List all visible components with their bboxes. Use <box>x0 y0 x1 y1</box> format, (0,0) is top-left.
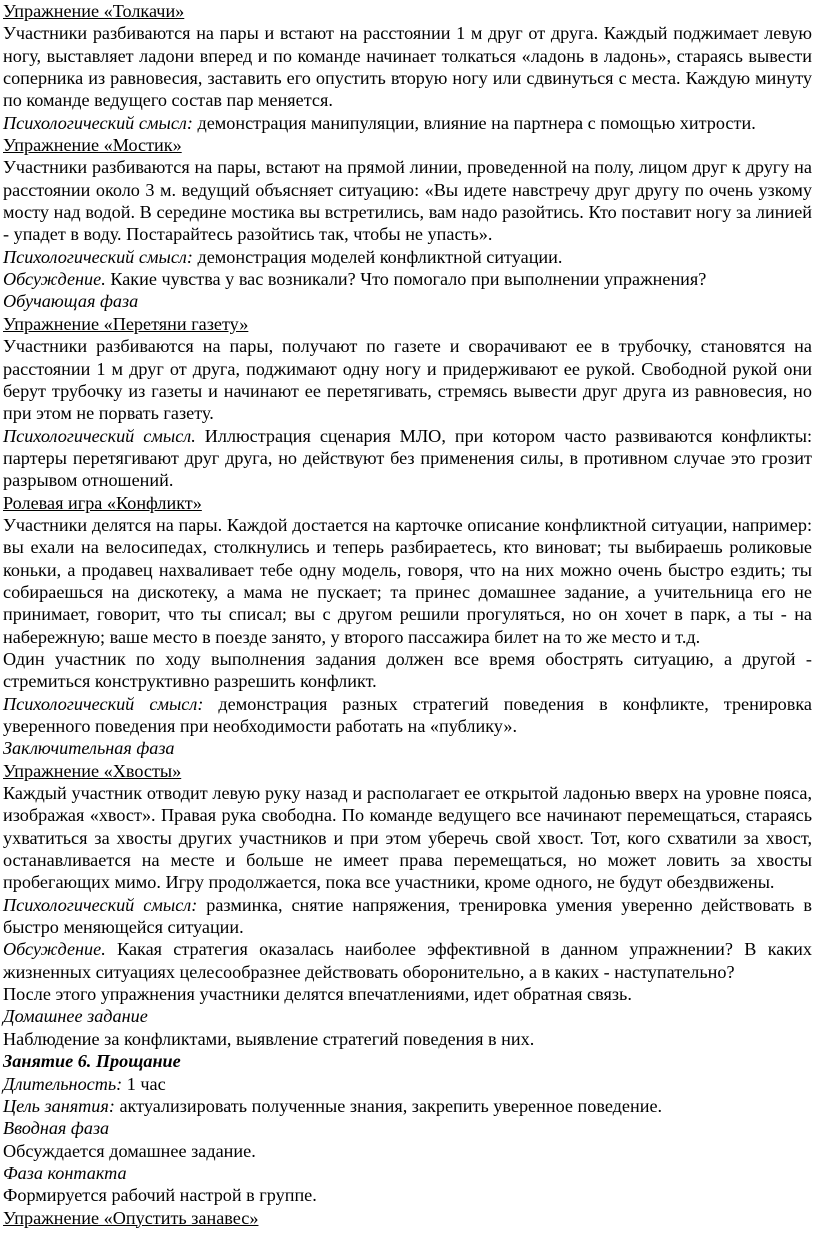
paragraph-label: Обсуждение. <box>3 939 106 960</box>
labeled-paragraph <box>3 938 812 983</box>
paragraph-text: демонстрация разных стратегий поведения в конфликте, тренировка уверенного поведения при необходимости работать на «публику». <box>3 693 812 736</box>
paragraph: Обсуждается домашнее задание. <box>3 1140 256 1161</box>
labeled-paragraph <box>3 693 812 738</box>
paragraph: Участники разбиваются на пары, встают на прямой линии, проведенной на полу, лицом друг к другу на расстоянии около 3 м. ведущий объясняет ситуацию: «Вы идете навстречу друг другу по очень узкому мосту над водой. В середине мостика вы встретились, вам надо разойтись. Кто поставит ногу за линией - упадет в воду. Постарайтесь разойтись так, чтобы не упасть». <box>3 157 812 245</box>
section-heading: Ролевая игра «Конфликт» <box>3 492 202 513</box>
paragraph: После этого упражнения участники делятся впечатлениями, идет обратная связь. <box>3 984 632 1005</box>
section-heading: Упражнение «Перетяни газету» <box>3 313 249 334</box>
section-heading: Упражнение «Мостик» <box>3 135 182 156</box>
labeled-paragraph <box>3 894 812 939</box>
paragraph-label: Психологический смысл: <box>3 693 204 714</box>
paragraph-label: Психологический смысл. <box>3 425 196 446</box>
phase-title: Обучающая фаза <box>3 291 139 312</box>
paragraph-text: разминка, снятие напряжения, тренировка умения уверенно действовать в быстро меняющейся ситуации. <box>3 894 812 938</box>
paragraph-label: Психологический смысл: <box>3 894 198 915</box>
labeled-paragraph <box>3 1073 812 1095</box>
paragraph-text: Иллюстрация сценария МЛО, при котором часто развиваются конфликты: партеры перетягивают друг друга, но действуют без применения силы, в противном случае это грозит разрывом отношений. <box>3 425 812 491</box>
paragraph: Участники делятся на пары. Каждой достается на карточке описание конфликтной ситуации, например: вы ехали на велосипедах, столкнулись и теперь разбираетесь, кто виноват; ты выбираешь роликовые коньки, а продавец нахваливает тебе одну модель, говоря, что на них можно очень быстро ездить; ты собираешься на дискотеку, а мама не пускает; та принес домашнее задание, а учительница его не принимает, говорит, что ты списал; вы с другом решили прогуляться, но он хочет в парк, а ты - на набережную; ваше место в поезде занято, у второго пассажира билет на то же место и т.д. <box>3 514 812 647</box>
paragraph: Участники разбиваются на пары, получают по газете и сворачивают ее в трубочку, становятся на расстоянии 1 м друг от друга, поджимают одну ногу и придерживают ее рукой. Свободной рукой они берут трубочку из газеты и начинают ее перетягивать, стремясь вывести друг друга из равновесия, но при этом не порвать газету. <box>3 336 812 424</box>
section-heading: Упражнение «Хвосты» <box>3 760 182 781</box>
labeled-paragraph <box>3 1095 812 1117</box>
lesson-title: Занятие 6. Прощание <box>3 1051 181 1072</box>
paragraph-label: Длительность: <box>3 1073 123 1094</box>
paragraph-label: Обсуждение. <box>3 269 106 290</box>
paragraph: Участники разбиваются на пары и встают на расстоянии 1 м друг от друга. Каждый поджимает левую ногу, выставляет ладони вперед и по команде начинает толкаться «ладонь в ладонь», стараясь вывести соперника из равновесия, заставить его опустить вторую ногу или сдвинуться с места. Каждую минуту по команде ведущего состав пар меняется. <box>3 23 812 111</box>
paragraph: Каждый участник отводит левую руку назад и располагает ее открытой ладонью вверх на уровне пояса, изображая «хвост». Правая рука свободна. По команде ведущего все начинают перемещаться, стараясь ухватиться за хвосты других участников и при этом уберечь свой хвост. Тот, кого схватили за хвост, останавливается на месте и больше не имеет права перемещаться, но может ловить за хвосты пробегающих мимо. Игру продолжается, пока все участники, кроме одного, не будут обездвижены. <box>3 783 812 893</box>
labeled-paragraph <box>3 112 812 134</box>
paragraph-label: Цель занятия: <box>3 1095 115 1116</box>
paragraph-text: актуализировать полученные знания, закрепить уверенное поведение. <box>114 1095 663 1116</box>
labeled-paragraph <box>3 246 812 268</box>
phase-title: Вводная фаза <box>3 1118 110 1139</box>
paragraph-text: 1 час <box>122 1073 166 1094</box>
paragraph-text: Какая стратегия оказалась наиболее эффективной в данном упражнении? В каких жизненных ситуациях целесообразнее действовать оборонительно, а в каких - наступательно? <box>3 939 812 982</box>
paragraph-label: Психологический смысл: <box>3 246 193 267</box>
paragraph: Наблюдение за конфликтами, выявление стратегий поведения в них. <box>3 1028 535 1049</box>
paragraph-text: демонстрация манипуляции, влияние на партнера с помощью хитрости. <box>192 112 756 133</box>
labeled-paragraph <box>3 268 812 290</box>
labeled-paragraph <box>3 425 812 492</box>
paragraph: Один участник по ходу выполнения задания должен все время обострять ситуацию, а другой - стремиться конструктивно разрешить конфликт. <box>3 648 812 692</box>
paragraph-label: Психологический смысл: <box>3 112 193 133</box>
section-heading: Упражнение «Толкачи» <box>3 1 185 21</box>
phase-title: Домашнее задание <box>3 1006 148 1027</box>
paragraph: Формируется рабочий настрой в группе. <box>3 1185 317 1206</box>
phase-title: Заключительная фаза <box>3 738 175 759</box>
section-heading: Упражнение «Опустить занавес» <box>3 1207 259 1228</box>
paragraph-text: демонстрация моделей конфликтной ситуации. <box>192 246 563 267</box>
phase-title: Фаза контакта <box>3 1162 127 1183</box>
paragraph-text: Какие чувства у вас возникали? Что помогало при выполнении упражнения? <box>105 269 707 290</box>
